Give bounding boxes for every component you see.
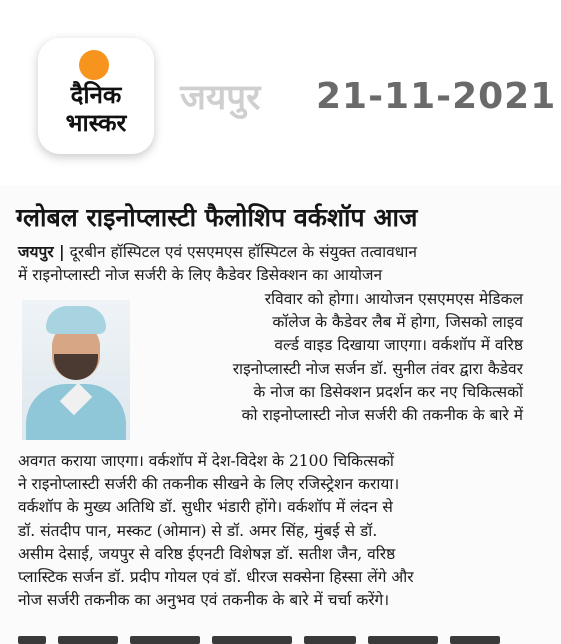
article-line: वर्कशॉप के मुख्य अतिथि डॉ. सुधीर भंडारी होंगे। वर्कशॉप में लंदन से (18, 498, 393, 517)
next-article-cropped-line (18, 630, 523, 644)
dainik-bhaskar-logo (38, 38, 154, 154)
article-line: अवगत कराया जाएगा। वर्कशॉप में देश-विदेश के 2100 चिकित्सकों (18, 452, 394, 470)
article-intro (18, 240, 523, 287)
article-line: राइनोप्लास्टी नोज सर्जन डॉ. सुनील तंवर द्वारा कैडेवर (232, 359, 523, 378)
article-line: डॉ. संतदीप पान, मस्कट (ओमान) से डॉ. अमर सिंह, मुंबई से डॉ. (18, 521, 378, 540)
sun-dot-icon (79, 50, 109, 80)
newspaper-header (0, 0, 561, 185)
article-line: में राइनोप्लास्टी नोज सर्जरी के लिए कैडेवर डिसेक्शन का आयोजन (18, 266, 383, 285)
article-line: प्लास्टिक सर्जन डॉ. प्रदीप गोयल एवं डॉ. धीरज सक्सेना हिस्सा लेंगे और (18, 568, 414, 587)
surgical-cap (46, 306, 106, 334)
article-line: वर्ल्ड वाइड दिखाया जाएगा। वर्कशॉप में वरिष्ठ (274, 336, 523, 355)
article-line: ने राइनोप्लास्टी सर्जरी की तकनीक सीखने के लिए रजिस्ट्रेशन कराया। (18, 475, 400, 494)
beard (54, 354, 98, 380)
article-line: असीम देसाई, जयपुर से वरिष्ठ ईएनटी विशेषज्ञ डॉ. सतीश जैन, वरिष्ठ (18, 544, 396, 563)
article-line: जयपुर | दूरबीन हॉस्पिटल एवं एसएमएस हॉस्पिटल के संयुक्त तत्वावधान (18, 242, 417, 261)
article-body (18, 450, 523, 612)
article-headline: ग्लोबल राइनोप्लास्टी फैलोशिप वर्कशॉप आज (16, 203, 418, 232)
edition-city: जयपुर (180, 78, 261, 118)
surgeon-photo (22, 300, 130, 440)
article-line: के नोज का डिसेक्शन प्रदर्शन कर नए चिकित्सकों (253, 382, 523, 401)
article-line: कॉलेज के कैडेवर लैब में होगा, जिसको लाइव (272, 313, 523, 332)
logo-text-line1: दैनिक (70, 81, 122, 109)
logo-text-line2: भास्कर (65, 109, 127, 137)
article-line: को राइनोप्लास्टी नोज सर्जरी की तकनीक के बारे में (241, 406, 523, 425)
article-line: रविवार को होगा। आयोजन एसएमएस मेडिकल (264, 290, 523, 308)
article-wrap-text (133, 288, 523, 427)
edition-date: 21-11-2021 (316, 76, 557, 117)
article-line: नोज सर्जरी तकनीक का अनुभव एवं तकनीक के बारे में चर्चा करेंगे। (18, 591, 390, 610)
article-dateline: जयपुर | (18, 242, 65, 261)
